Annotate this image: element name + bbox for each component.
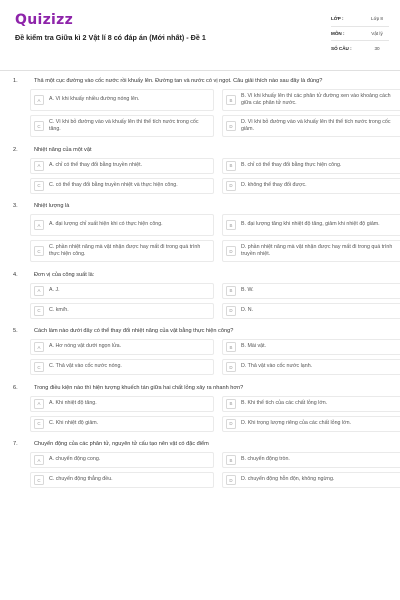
question-header — [0, 272, 400, 283]
meta-label: SỐ CÂU : — [331, 45, 352, 51]
quizizz-logo: Quizizz — [15, 12, 74, 28]
answer-option-d[interactable] — [222, 178, 400, 194]
option-letter-box: B — [226, 342, 236, 352]
answer-option-a[interactable] — [30, 158, 214, 174]
answer-option-c[interactable] — [30, 240, 214, 262]
answer-option-b[interactable] — [222, 89, 400, 111]
option-letter-box: C — [34, 475, 44, 485]
option-letter-box: A — [34, 455, 44, 465]
question-number: 5. — [13, 328, 18, 334]
option-text: C. có thể thay đổi bằng truyền nhiệt và thực hiện công. — [49, 181, 178, 188]
answer-option-c[interactable] — [30, 416, 214, 432]
answer-options — [30, 339, 400, 375]
question-header — [0, 147, 400, 158]
option-letter-box: C — [34, 419, 44, 429]
option-text: A. Hơ nóng vật dưới ngọn lửa. — [49, 343, 122, 350]
option-letter-box: A — [34, 95, 44, 105]
answer-option-d[interactable] — [222, 115, 400, 137]
option-letter-box: B — [226, 220, 236, 230]
meta-row — [331, 12, 389, 27]
answer-option-c[interactable] — [30, 178, 214, 194]
option-letter-box: A — [34, 161, 44, 171]
question-number: 1. — [13, 78, 18, 84]
meta-label: MÔN : — [331, 30, 345, 36]
option-letter-box: B — [226, 455, 236, 465]
answer-option-d[interactable] — [222, 416, 400, 432]
question-text: Đơn vị của công suất là: — [34, 271, 95, 278]
question-header — [0, 78, 400, 89]
question — [0, 203, 400, 262]
question — [0, 147, 400, 194]
question-text: Nhiệt năng của một vật — [34, 146, 92, 153]
option-letter-box: D — [226, 419, 236, 429]
option-text: C. Vì khi bỏ đường vào và khuấy lên thì thể tích nước trong cốc tăng. — [49, 118, 199, 132]
meta-row — [331, 27, 389, 42]
answer-options — [30, 396, 400, 432]
option-letter-box: A — [34, 399, 44, 409]
answer-option-b[interactable] — [222, 214, 400, 236]
question-number: 4. — [13, 271, 18, 278]
option-text: C. chuyển động thẳng đều. — [49, 476, 113, 483]
option-letter-box: C — [34, 362, 44, 372]
option-text: B. W. — [241, 286, 254, 293]
header-divider — [0, 70, 400, 71]
question-list — [0, 78, 400, 498]
option-text: A. J. — [49, 286, 60, 293]
question-number: 3. — [13, 203, 18, 209]
answer-option-d[interactable] — [222, 359, 400, 375]
answer-options — [30, 89, 400, 137]
meta-value: 30 — [374, 45, 380, 51]
answer-option-a[interactable] — [30, 339, 214, 355]
answer-option-a[interactable] — [30, 396, 214, 412]
answer-option-a[interactable] — [30, 89, 214, 111]
option-text: D. phần nhiệt năng mà vật nhận được hay mất đi trong quá trình truyền nhiệt. — [241, 243, 393, 257]
answer-option-c[interactable] — [30, 359, 214, 375]
option-letter-box: C — [34, 306, 44, 316]
option-text: B. chuyển động tròn. — [241, 456, 290, 463]
answer-option-b[interactable] — [222, 396, 400, 412]
option-letter-box: A — [34, 286, 44, 296]
document-title: Đề kiểm tra Giữa kì 2 Vật lí 8 có đáp án (Mới nhất) - Đề 1 — [15, 33, 206, 42]
worksheet-header — [0, 0, 400, 66]
option-letter-box: A — [34, 220, 44, 230]
answer-option-b[interactable] — [222, 283, 400, 299]
option-text: C. km/h. — [49, 306, 69, 313]
answer-option-c[interactable] — [30, 115, 214, 137]
answer-option-a[interactable] — [30, 283, 214, 299]
option-text: A. chỉ có thể thay đổi bằng truyền nhiệt. — [49, 161, 143, 168]
question — [0, 78, 400, 137]
meta-row — [331, 41, 389, 56]
option-letter-box: D — [226, 121, 236, 131]
question-text: Cách làm nào dưới đây có thể thay đổi nhiệt năng của vật bằng thực hiện công? — [34, 328, 234, 334]
option-text: A. chuyển động cong. — [49, 456, 101, 463]
question-text: Thả một cục đường vào cốc nước rồi khuấy lên. Đường tan và nước có vị ngọt. Câu giải thích nào sau đây là đúng? — [34, 78, 323, 84]
answer-options — [30, 214, 400, 262]
question-text: Trong điều kiện nào thì hiện tượng khuếch tán giữa hai chất lỏng xảy ra nhanh hơn? — [34, 384, 244, 391]
question-number: 2. — [13, 146, 18, 153]
option-letter-box: D — [226, 181, 236, 191]
answer-option-d[interactable] — [222, 472, 400, 488]
meta-value: Lớp 8 — [371, 16, 383, 22]
answer-option-c[interactable] — [30, 303, 214, 319]
answer-option-d[interactable] — [222, 240, 400, 262]
option-letter-box: A — [34, 342, 44, 352]
option-text: B. đại lượng tăng khi nhiệt độ tăng, giảm khi nhiệt độ giảm. — [241, 221, 380, 228]
option-text: C. phần nhiệt năng mà vật nhận được hay mất đi trong quá trình thực hiện công. — [49, 243, 201, 257]
option-text: B. Khi thể tích của các chất lỏng lớn. — [241, 399, 328, 406]
question — [0, 328, 400, 375]
answer-options — [30, 452, 400, 488]
option-text: D. Thả vật vào cốc nước lạnh. — [241, 363, 313, 370]
answer-option-b[interactable] — [222, 452, 400, 468]
question-text: Nhiệt lượng là — [34, 203, 70, 209]
option-text: B. chỉ có thể thay đổi bằng thực hiện công. — [241, 161, 342, 168]
option-text: A. Vì khi khuấy nhiều đường nóng lên. — [49, 96, 140, 103]
question-header — [0, 441, 400, 452]
option-text: A. đại lượng chỉ xuất hiện khi có thực hiện công. — [49, 221, 163, 228]
question — [0, 385, 400, 432]
option-letter-box: B — [226, 95, 236, 105]
answer-options — [30, 283, 400, 319]
option-text: D. Vì khi bỏ đường vào và khuấy lên thì thể tích nước trong cốc giảm. — [241, 118, 391, 132]
meta-label: LỚP : — [331, 16, 344, 22]
question — [0, 441, 400, 488]
question-number: 6. — [13, 384, 18, 391]
option-letter-box: D — [226, 246, 236, 256]
question-text: Chuyển động của các phân tử, nguyên tử cấu tạo nên vật có đặc điểm — [34, 441, 209, 447]
option-letter-box: C — [34, 181, 44, 191]
answer-option-d[interactable] — [222, 303, 400, 319]
answer-option-a[interactable] — [30, 452, 214, 468]
answer-option-b[interactable] — [222, 339, 400, 355]
option-text: D. Khi trọng lượng riêng của các chất lỏng lớn. — [241, 419, 352, 426]
option-letter-box: D — [226, 362, 236, 372]
meta-value: Vật lý — [371, 30, 383, 36]
option-text: D. N. — [241, 306, 254, 313]
option-text: D. chuyển động hỗn độn, không ngừng. — [241, 476, 335, 483]
question-header — [0, 328, 400, 339]
option-text: B. Mài vật. — [241, 343, 267, 350]
option-letter-box: B — [226, 161, 236, 171]
option-letter-box: C — [34, 246, 44, 256]
option-letter-box: B — [226, 286, 236, 296]
option-text: C. Khi nhiệt độ giảm. — [49, 419, 99, 426]
option-letter-box: C — [34, 121, 44, 131]
answer-option-c[interactable] — [30, 472, 214, 488]
question-number: 7. — [13, 441, 18, 447]
answer-option-a[interactable] — [30, 214, 214, 236]
answer-option-b[interactable] — [222, 158, 400, 174]
option-letter-box: D — [226, 306, 236, 316]
option-letter-box: B — [226, 399, 236, 409]
question-header — [0, 203, 400, 214]
option-text: C. Thả vật vào cốc nước nóng. — [49, 363, 122, 370]
question — [0, 272, 400, 319]
meta-table — [331, 12, 389, 56]
option-letter-box: D — [226, 475, 236, 485]
answer-options — [30, 158, 400, 194]
option-text: D. không thể thay đổi được. — [241, 181, 307, 188]
question-header — [0, 385, 400, 396]
option-text: B. Vì khi khuấy lên thì các phân tử đường xen vào khoảng cách giữa các phân tử nước. — [241, 92, 391, 106]
option-text: A. Khi nhiệt độ tăng. — [49, 399, 97, 406]
